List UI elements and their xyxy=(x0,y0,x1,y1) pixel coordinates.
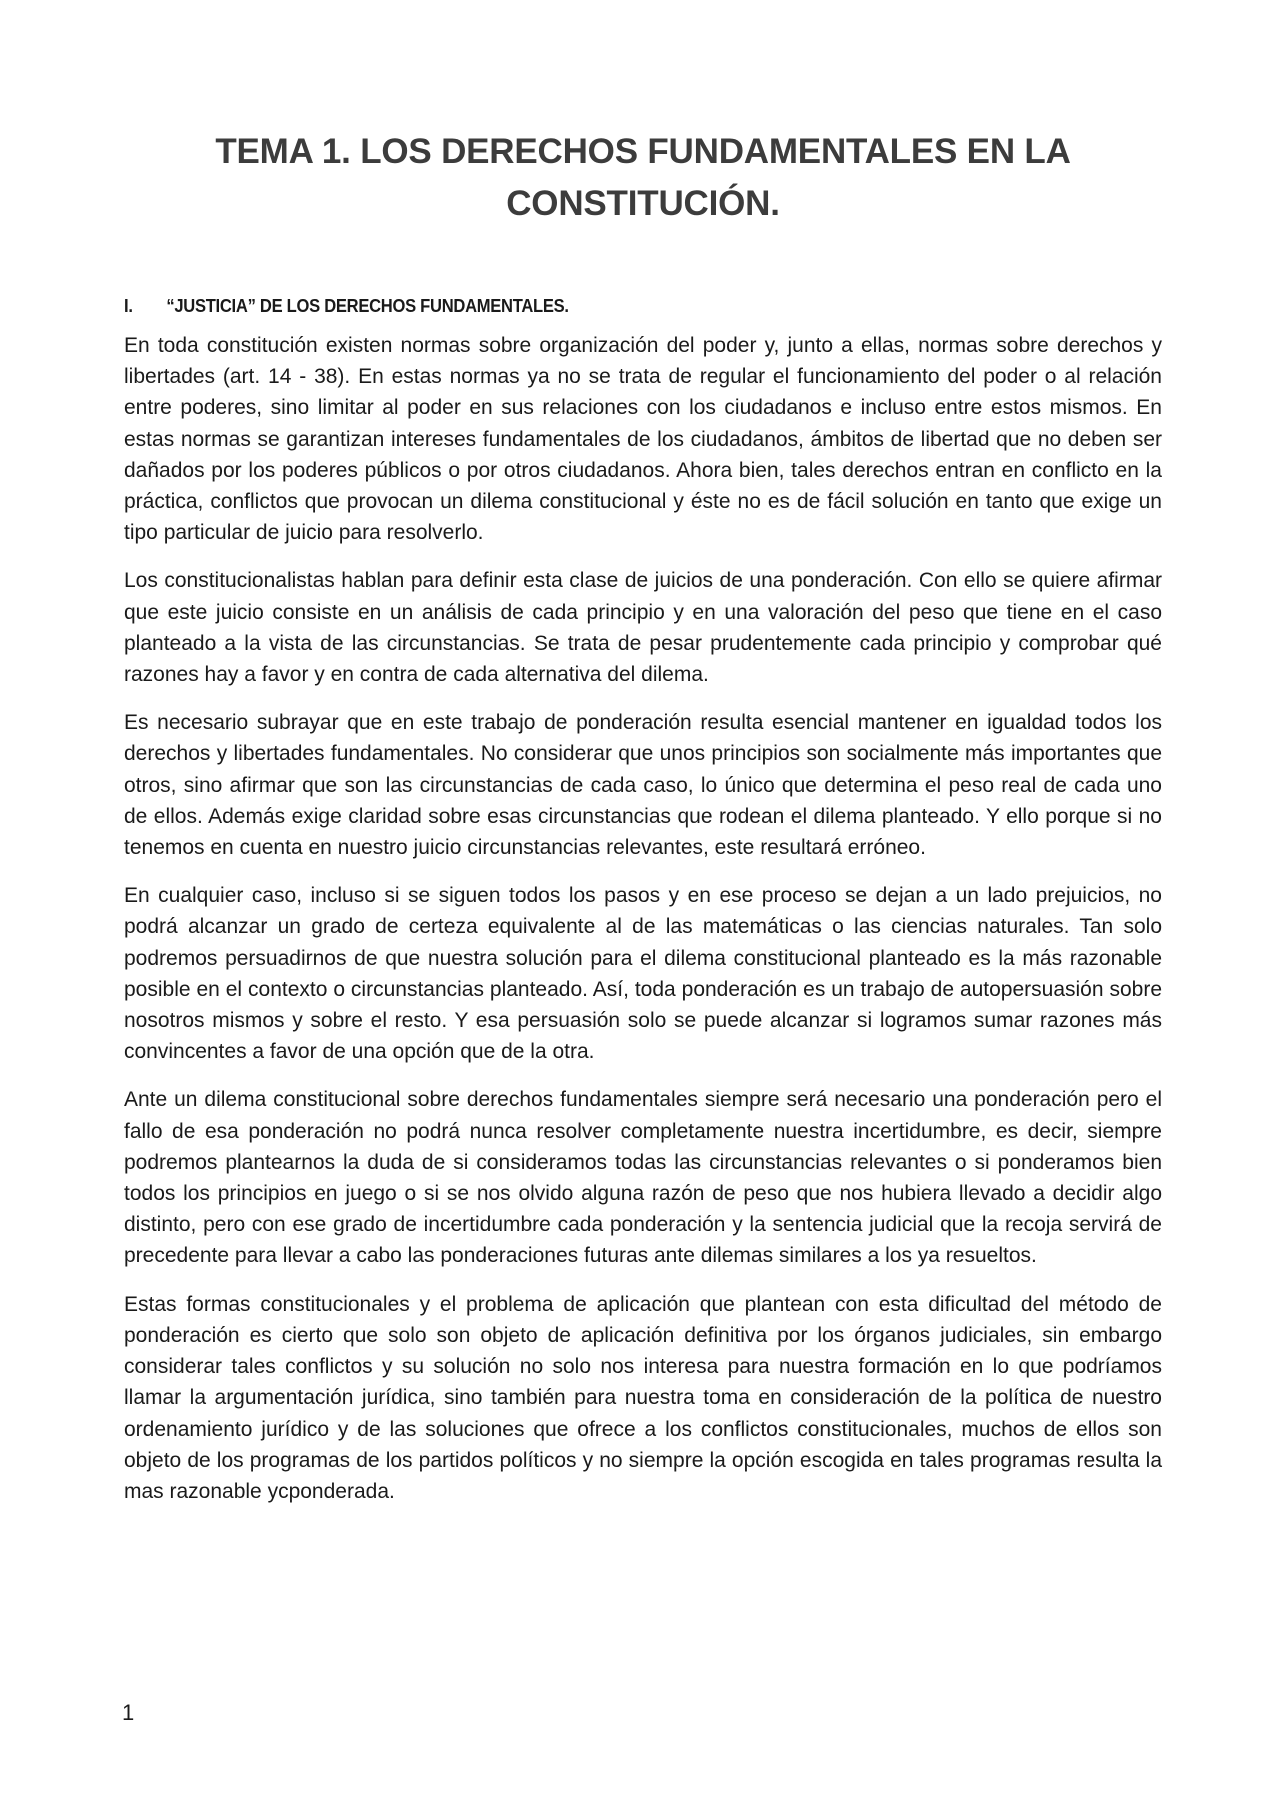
paragraph-3: Es necesario subrayar que en este trabajo de ponderación resulta esencial mantener en igualdad todos los derechos y libertades fundamentales. No considerar que unos principios son socialmente más importantes que otros, sino afirmar que son las circunstancias de cada caso, lo único que determina el peso real de cada uno de ellos. Además exige claridad sobre esas circunstancias que rodean el dilema planteado. Y ello porque si no tenemos en cuenta en nuestro juicio circunstancias relevantes, este resultará erróneo. xyxy=(124,711,1162,860)
document-title xyxy=(124,126,1162,230)
section-heading-text: “JUSTICIA” DE LOS DERECHOS FUNDAMENTALES. xyxy=(166,296,569,316)
paragraph-1: En toda constitución existen normas sobre organización del poder y, junto a ellas, normas sobre derechos y libertades (art. 14 - 38). En estas normas ya no se trata de regular el funcionamiento del poder o al relación entre poderes, sino limitar al poder en sus relaciones con los ciudadanos e incluso entre estos mismos. En estas normas se garantizan intereses fundamentales de los ciudadanos, ámbitos de libertad que no deben ser dañados por los poderes públicos o por otros ciudadanos. Ahora bien, tales derechos entran en conflicto en la práctica, conflictos que provocan un dilema constitucional y éste no es de fácil solución en tanto que exige un tipo particular de juicio para resolverlo. xyxy=(124,334,1162,545)
body-text xyxy=(124,330,1162,1507)
section-heading xyxy=(124,294,1079,318)
paragraph-2: Los constitucionalistas hablan para definir esta clase de juicios de una ponderación. Con ello se quiere afirmar que este juicio consiste en un análisis de cada principio y en una valoración del peso que tiene en el caso planteado a la vista de las circunstancias. Se trata de pesar prudentemente cada principio y comprobar qué razones hay a favor y en contra de cada alternativa del dilema. xyxy=(124,569,1162,687)
paragraph-5: Ante un dilema constitucional sobre derechos fundamentales siempre será necesario una ponderación pero el fallo de esa ponderación no podrá nunca resolver completamente nuestra incertidumbre, es decir, siempre podremos plantearnos la duda de si consideramos todas las circunstancias relevantes o si ponderamos bien todos los principios en juego o si se nos olvido alguna razón de peso que nos hubiera llevado a decidir algo distinto, pero con ese grado de incertidumbre cada ponderación y la sentencia judicial que la recoja servirá de precedente para llevar a cabo las ponderaciones futuras ante dilemas similares a los ya resueltos. xyxy=(124,1088,1162,1268)
document-title-line-2: CONSTITUCIÓN. xyxy=(506,184,780,223)
paragraph-6: Estas formas constitucionales y el problema de aplicación que plantean con esta dificultad del método de ponderación es cierto que solo son objeto de aplicación definitiva por los órganos judiciales, sin embargo considerar tales conflictos y su solución no solo nos interesa para nuestra formación en lo que podríamos llamar la argumentación jurídica, sino también para nuestra toma en consideración de la política de nuestro ordenamiento jurídico y de las soluciones que ofrece a los conflictos constitucionales, muchos de ellos son objeto de los programas de los partidos políticos y no siempre la opción escogida en tales programas resulta la mas razonable ycponderada. xyxy=(124,1292,1162,1503)
paragraph-4: En cualquier caso, incluso si se siguen todos los pasos y en ese proceso se dejan a un lado prejuicios, no podrá alcanzar un grado de certeza equivalente al de las matemáticas o las ciencias naturales. Tan solo podremos persuadirnos de que nuestra solución para el dilema constitucional planteado es la más razonable posible en el contexto o circunstancias planteado. Así, toda ponderación es un trabajo de autopersuasión sobre nosotros mismos y sobre el resto. Y esa persuasión solo se puede alcanzar si logramos sumar razones más convincentes a favor de una opción que de la otra. xyxy=(124,884,1162,1064)
section-number: I. xyxy=(124,296,133,316)
page-number: 1 xyxy=(122,1700,135,1725)
document-title-line-1: TEMA 1. LOS DERECHOS FUNDAMENTALES EN LA xyxy=(215,132,1071,171)
